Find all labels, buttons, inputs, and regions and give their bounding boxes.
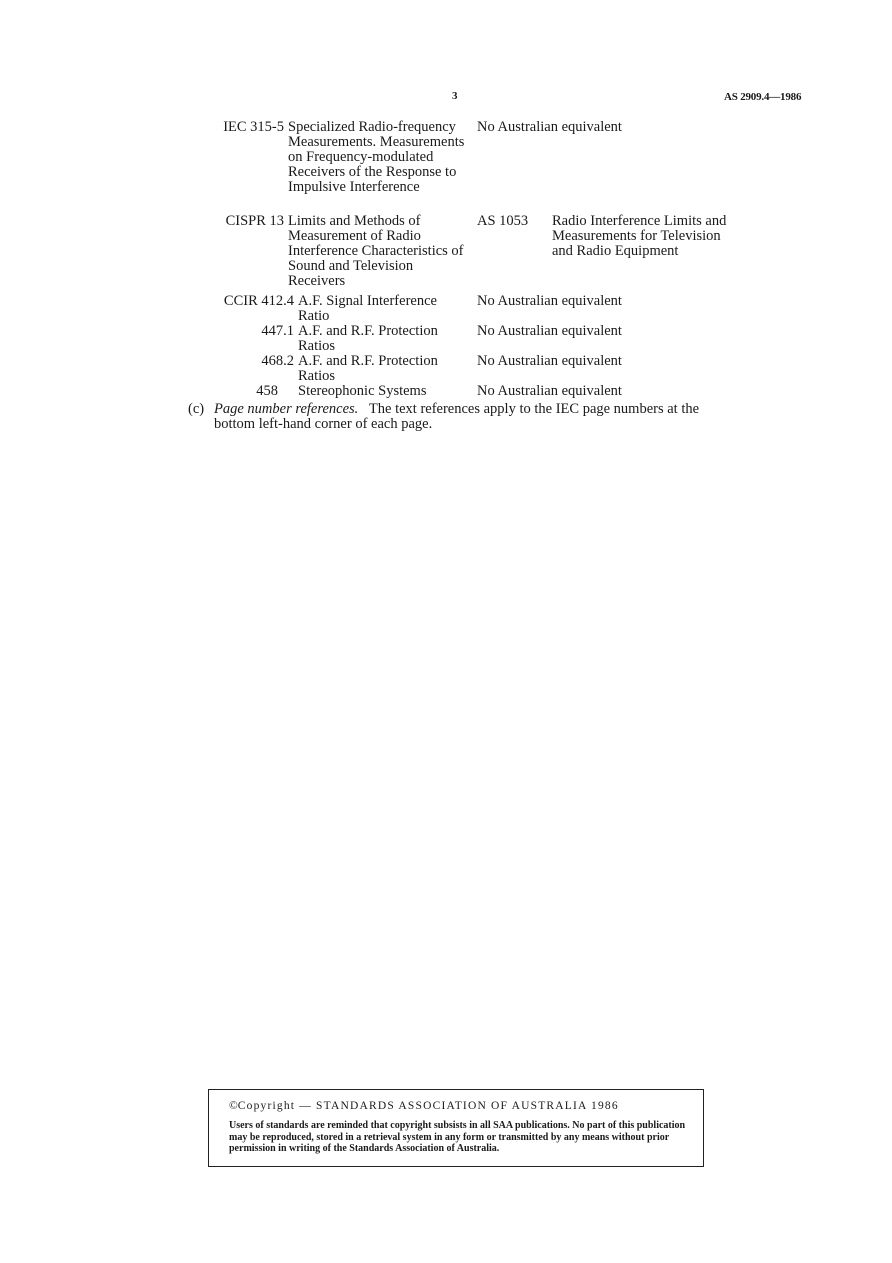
reference-code: 468.2 xyxy=(261,353,294,369)
reference-code: IEC 315-5 xyxy=(223,119,284,135)
copyright-headline xyxy=(229,1100,689,1112)
reference-code: CISPR 13 xyxy=(225,213,284,229)
document-code: AS 2909.4—1986 xyxy=(724,91,802,103)
copyright-headline-text: Copyright — STANDARDS ASSOCIATION OF AUSTRALIA 1986 xyxy=(237,1100,619,1112)
australian-equivalent: No Australian equivalent xyxy=(477,323,622,339)
paragraph-body xyxy=(214,402,733,432)
reference-code: 447.1 xyxy=(261,323,294,339)
australian-equivalent: No Australian equivalent xyxy=(477,119,622,135)
reference-title: A.F. and R.F. Protection Ratios xyxy=(298,323,438,354)
reference-code: 458 xyxy=(256,383,278,399)
paragraph-label: (c) xyxy=(188,401,205,417)
australian-standard-title: Radio Interference Limits and Measurements for Television and Radio Equipment xyxy=(552,213,727,259)
reference-title: A.F. Signal Interference Ratio xyxy=(298,293,437,324)
australian-equivalent: No Australian equivalent xyxy=(477,383,622,399)
australian-equivalent: No Australian equivalent xyxy=(477,353,622,369)
copyright-symbol: © xyxy=(229,1100,238,1112)
australian-equivalent: No Australian equivalent xyxy=(477,293,622,309)
australian-standard-number: AS 1053 xyxy=(477,213,529,229)
copyright-box xyxy=(208,1089,704,1167)
reference-title: A.F. and R.F. Protection Ratios xyxy=(298,353,438,384)
paragraph-text: The text references apply to the IEC page numbers at the bottom left-hand corner of each page. xyxy=(214,401,700,432)
page-number: 3 xyxy=(452,90,458,102)
paragraph-lead: Page number references. xyxy=(214,401,359,417)
reference-title: Stereophonic Systems xyxy=(298,383,427,399)
reference-code: CCIR 412.4 xyxy=(223,293,294,309)
reference-title: Specialized Radio-frequency Measurements. Measurements on Frequency-modulated Receivers of the Response to Impulsive Interference xyxy=(288,119,465,195)
page-number-references-paragraph xyxy=(188,402,733,432)
copyright-note: Users of standards are reminded that copyright subsists in all SAA publications. No part of this publication may be reproduced, stored in a retrieval system in any form or transmitted by any means without prior permission in writing of the Standards Association of Australia. xyxy=(229,1120,686,1154)
reference-title: Limits and Methods of Measurement of Radio Interference Characteristics of Sound and Television Receivers xyxy=(288,213,464,289)
